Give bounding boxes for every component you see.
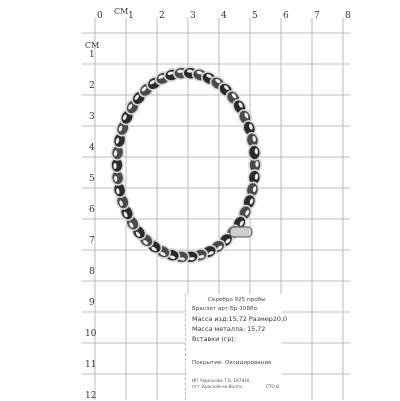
bracelet-clasp [230, 227, 252, 237]
tag-address: пгт. Красная-на-Волге, [192, 384, 243, 389]
tag-manufacturer: ИП Черкасова Т.В, 187840, [192, 378, 251, 383]
tag-standard: СТО 8 [266, 384, 279, 389]
ruler-number-left: 3 [89, 112, 95, 122]
ruler-number-top: 6 [283, 11, 289, 21]
tag-article: Браслет арт.Бр-1086о [192, 306, 258, 312]
ruler-number-top: 2 [159, 11, 165, 21]
ruler-number-left: 9 [89, 298, 95, 308]
bracelet-link [248, 144, 261, 160]
tag-inserts: Вставки (гр): [192, 335, 236, 343]
ruler-number-left: 2 [89, 81, 95, 91]
ruler-number-top: 7 [314, 11, 320, 21]
ruler-number-top: 1 [128, 11, 134, 21]
ruler-number-left: 5 [89, 174, 95, 184]
ruler-number-left: 6 [89, 205, 95, 215]
ruler-number-top: 8 [345, 11, 351, 21]
tag-metal: Серебро 925 пробы [208, 297, 266, 303]
ruler-number-left: 4 [89, 143, 95, 153]
ruler-number-top: 4 [221, 11, 227, 21]
ruler-number-top: 0 [97, 11, 103, 21]
ruler-number-left: 12 [85, 391, 97, 401]
tag-metal-weight: Масса металла: 15,72 [192, 325, 266, 333]
ruler-number-left: 1 [89, 50, 95, 60]
tag-weight-size: Масса изд:15,72 Размер20,0 [192, 315, 288, 323]
ruler-number-top: 5 [252, 11, 258, 21]
tag-coating: Покрытие: Оксидирование [192, 360, 272, 366]
ruler-number-top: 3 [190, 11, 196, 21]
price-tag [185, 294, 288, 400]
ruler-number-left: 11 [85, 360, 97, 370]
ruler-unit-top: CM [114, 7, 129, 16]
ruler-number-left: 8 [89, 267, 95, 277]
ruler-number-left: 10 [85, 329, 97, 339]
ruler-number-left: 7 [89, 236, 95, 246]
ruler-unit-left: CM [85, 41, 100, 50]
